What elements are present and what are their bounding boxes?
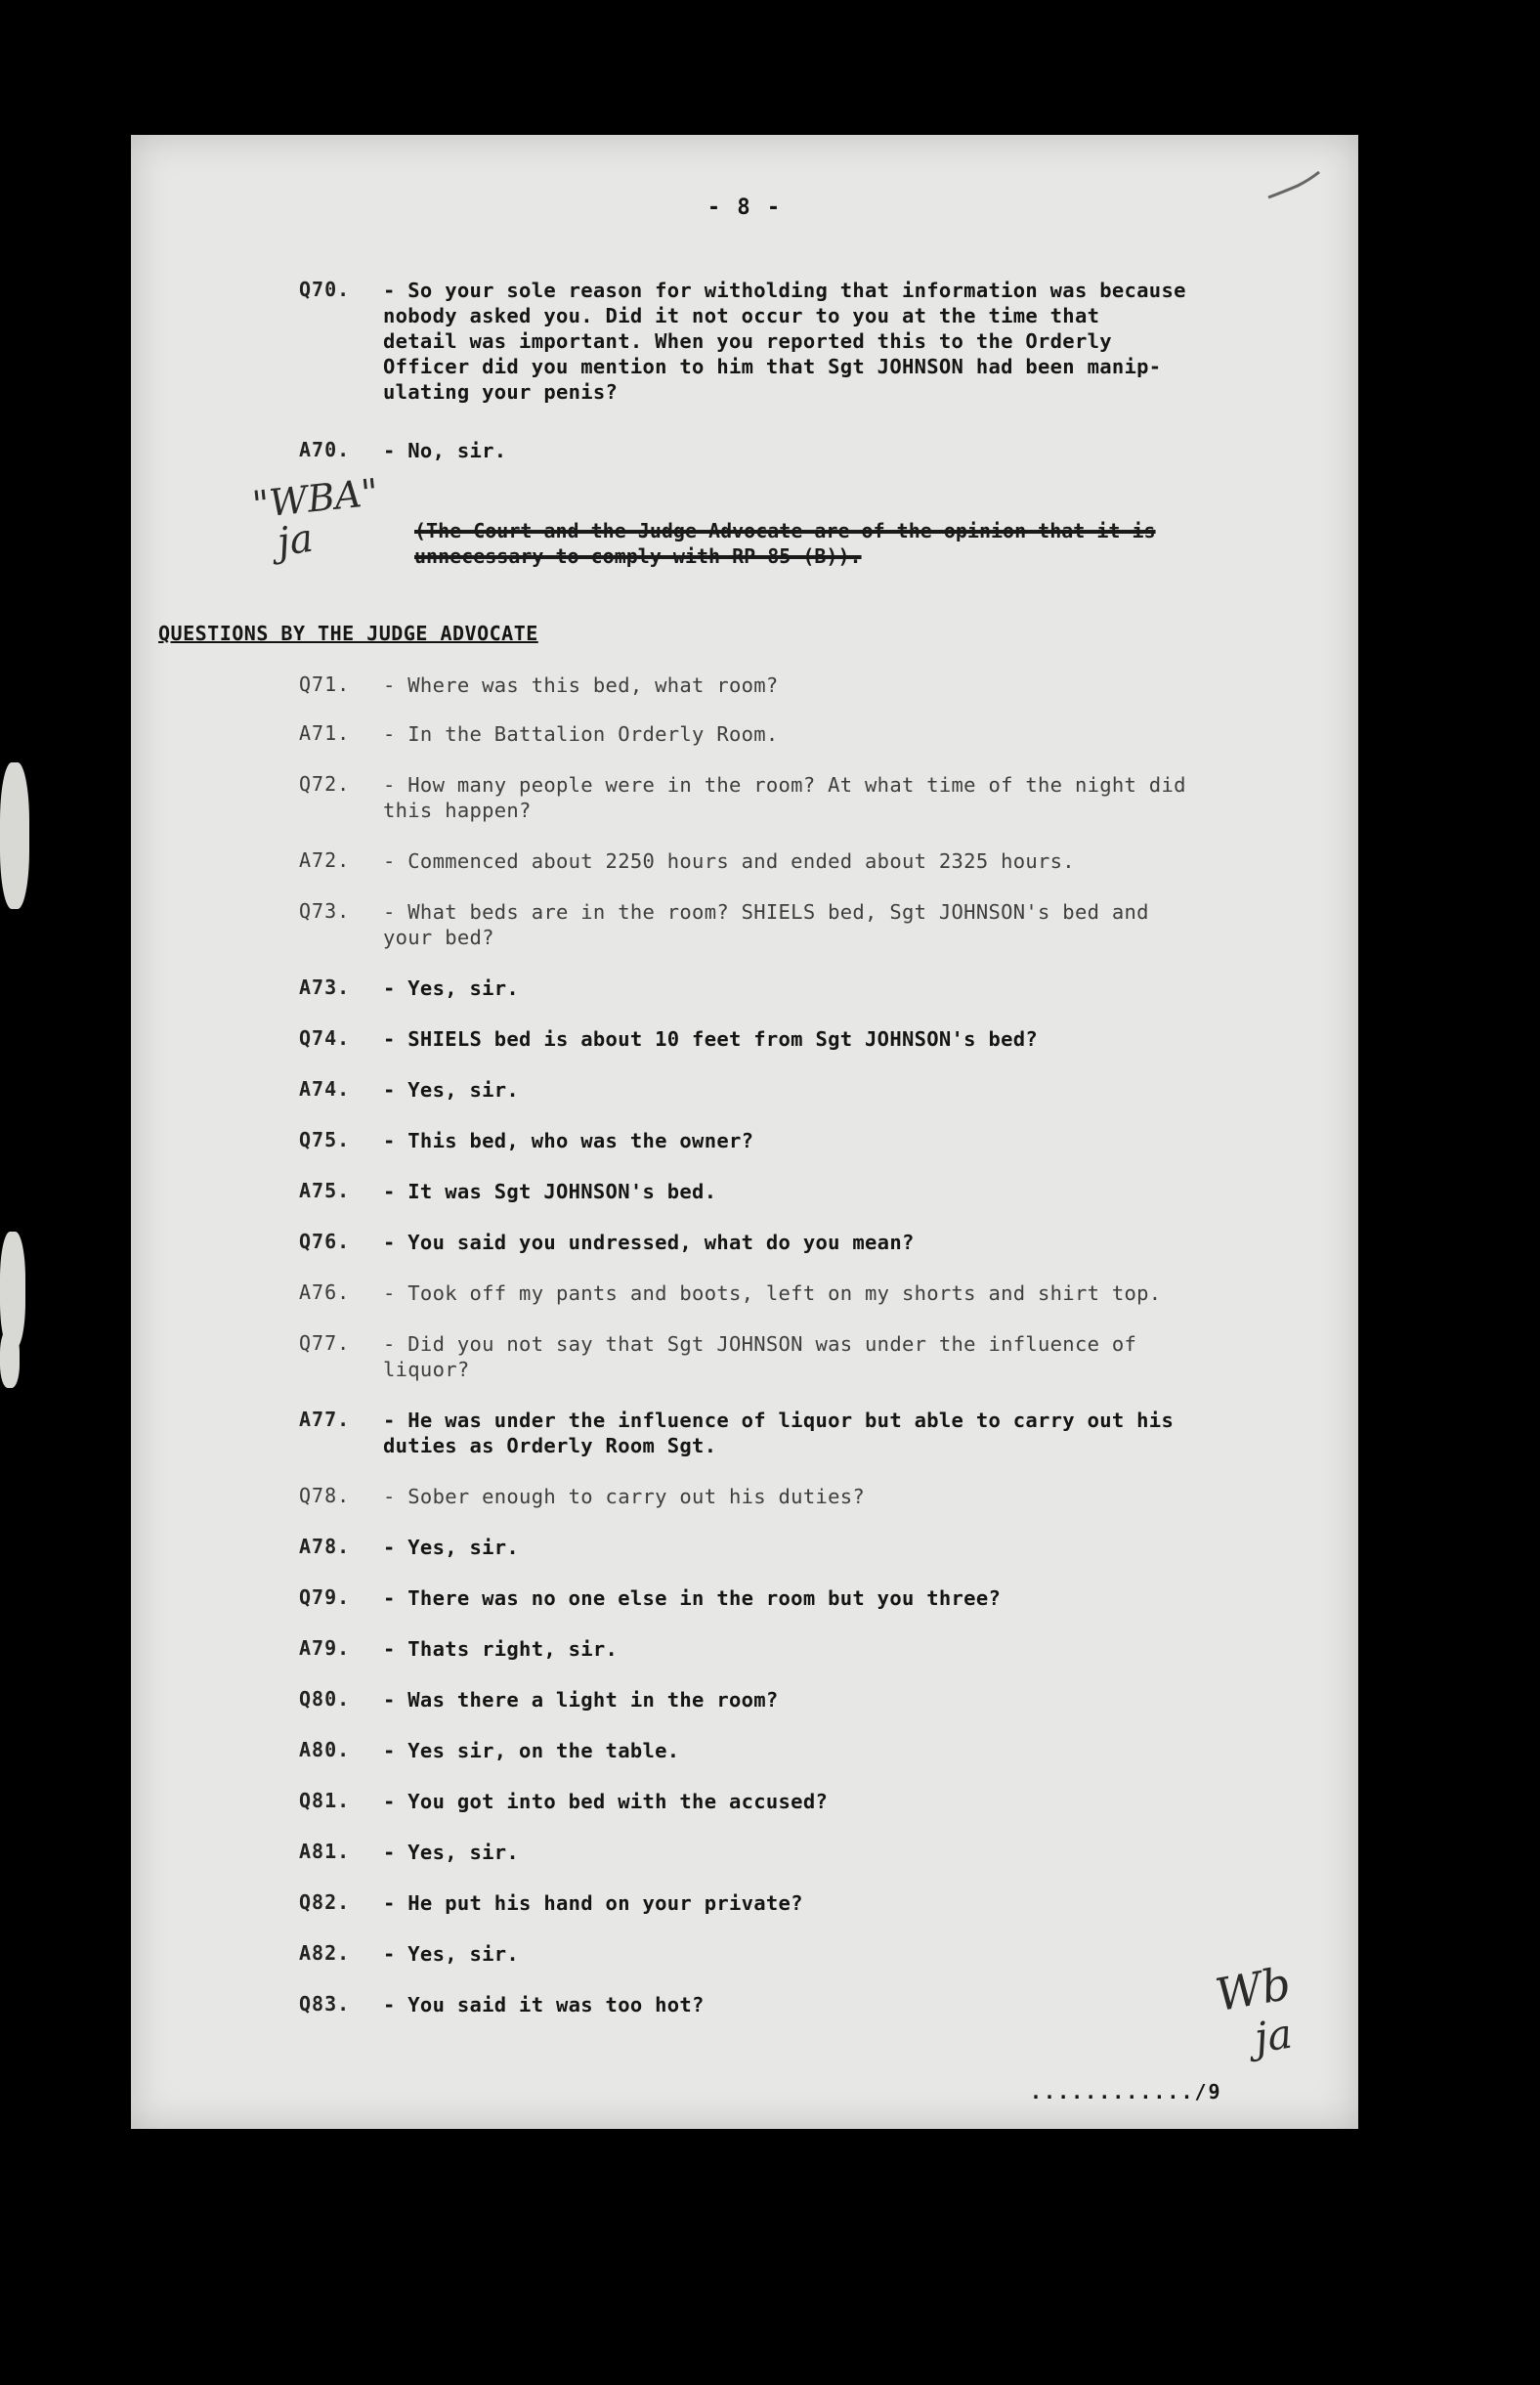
entry-text: - No, sir. [383,439,507,462]
handwritten-initials-left-bottom: ja [274,515,317,566]
entry-text: - You said you undressed, what do you mean? [383,1231,915,1254]
entry-text: - How many people were in the room? At what time of the night did this happen? [383,773,1186,822]
entry-text: - It was Sgt JOHNSON's bed. [383,1180,717,1203]
entry-label: A76. [299,1280,351,1304]
entry-text: - He put his hand on your private? [383,1891,803,1915]
entry-label: A81. [299,1840,351,1863]
entry-label: A82. [299,1941,351,1965]
entry-text: - Yes, sir. [383,1536,520,1559]
handwritten-initials-right-bottom: ja [1251,2009,1296,2062]
entry-label: A78. [299,1535,351,1558]
entry-text: - Yes, sir. [383,976,520,1000]
handwritten-initials-right-top: Wb [1211,1956,1295,2022]
entry-label: Q73. [299,899,351,923]
page-number: - 8 - [706,195,783,220]
entry-label: Q80. [299,1687,351,1711]
entry-text: - Commenced about 2250 hours and ended about 2325 hours. [383,849,1075,873]
entry-label: Q82. [299,1890,351,1914]
entry-label: A74. [299,1077,351,1101]
entry-text: - He was under the influence of liquor but able to carry out his duties as Orderly Room Sgt. [383,1409,1175,1457]
binding-mark-3 [0,1329,20,1388]
document-page [131,135,1358,2129]
section-heading: QUESTIONS BY THE JUDGE ADVOCATE [158,622,538,645]
entry-text: - You said it was too hot? [383,1993,705,2016]
entry-label: Q78. [299,1484,351,1507]
entry-label: Q71. [299,672,351,696]
entry-label: Q76. [299,1230,351,1253]
entry-text: - Yes sir, on the table. [383,1739,680,1762]
entry-label: A70. [299,438,351,461]
entry-text: - Took off my pants and boots, left on my shorts and shirt top. [383,1281,1162,1305]
handwritten-initials-left-top: "WBA" [250,470,381,527]
entry-text: - In the Battalion Orderly Room. [383,722,779,746]
entry-label: A71. [299,721,351,745]
pen-stroke-mark [1264,168,1323,207]
entry-label: A75. [299,1179,351,1202]
entry-text: - This bed, who was the owner? [383,1129,754,1152]
entry-label: Q83. [299,1992,351,2016]
entry-text: - Thats right, sir. [383,1637,619,1661]
entry-label: A72. [299,848,351,872]
entry-label: Q81. [299,1789,351,1812]
entry-text: - Yes, sir. [383,1078,520,1102]
entry-label: Q79. [299,1585,351,1609]
entry-label: Q72. [299,772,351,796]
entry-label: A73. [299,976,351,999]
entry-text: - Yes, sir. [383,1942,520,1966]
entry-label: A79. [299,1636,351,1660]
entry-text: - Did you not say that Sgt JOHNSON was under the influence of liquor? [383,1332,1137,1381]
entry-text: - So your sole reason for witholding that information was because nobody asked you. Did it not occur to you at the time that detail was important. When you reported this to the Orderly Officer did you mention to him that Sgt JOHNSON had been manip- ulating your penis? [383,279,1186,404]
entry-text: - You got into bed with the accused? [383,1790,829,1813]
continuation-footer: ............/9 [1030,2080,1222,2103]
entry-label: A77. [299,1408,351,1431]
entry-label: Q75. [299,1128,351,1151]
document-body [131,135,1358,2129]
entry-text: - Where was this bed, what room? [383,673,779,697]
struck-out-note: (The Court and the Judge Advocate are of the opinion that it is unnecessary to comply with RP 85 (B)). [414,519,1156,568]
binding-mark-1 [0,762,29,909]
entry-text: - There was no one else in the room but you three? [383,1586,1002,1610]
entry-label: A80. [299,1738,351,1761]
entry-label: Q74. [299,1026,351,1050]
entry-label: Q70. [299,278,351,301]
entry-text: - Yes, sir. [383,1841,520,1864]
entry-text: - Was there a light in the room? [383,1688,779,1712]
entry-text: - Sober enough to carry out his duties? [383,1485,866,1508]
entry-label: Q77. [299,1331,351,1355]
entry-text: - What beds are in the room? SHIELS bed, Sgt JOHNSON's bed and your bed? [383,900,1149,949]
entry-text: - SHIELS bed is about 10 feet from Sgt JOHNSON's bed? [383,1027,1039,1051]
